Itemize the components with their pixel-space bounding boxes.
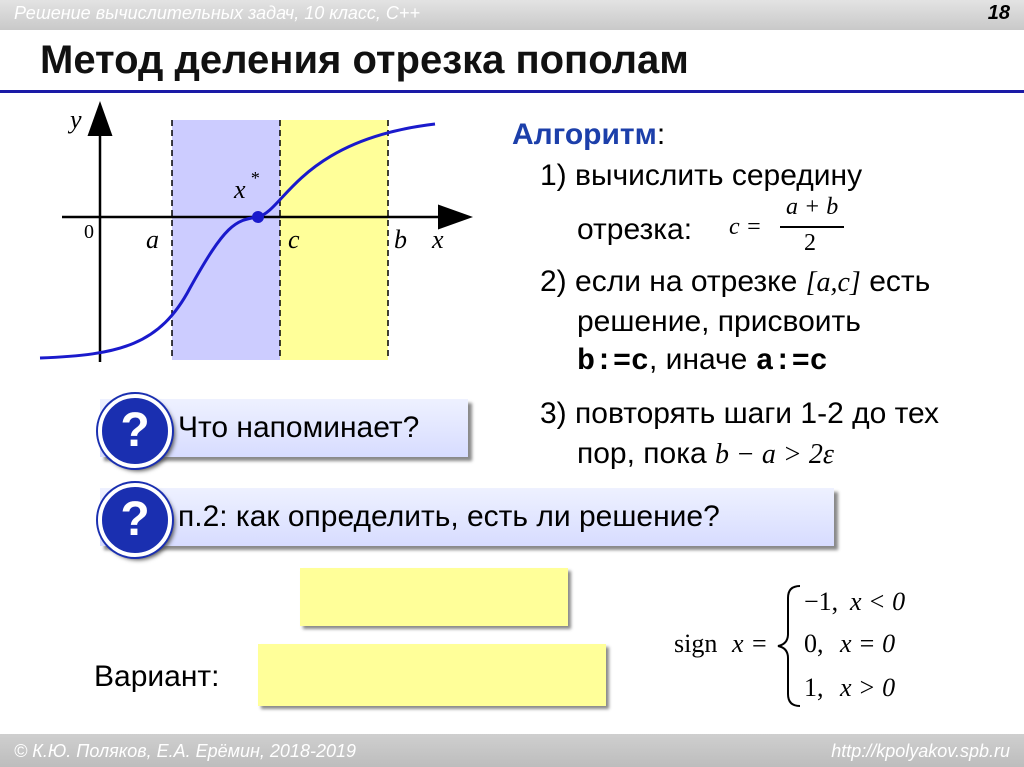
slide-title: Метод деления отрезка пополам [40,38,689,82]
algorithm-heading: Алгоритм: [512,118,666,151]
stop-condition: b − a > 2ε [715,439,834,470]
case-2-value: 0, [804,629,824,658]
x-axis-label: x [432,225,444,254]
b-label: b [394,225,407,254]
c-label: c [288,225,300,254]
a-label: a [146,225,159,254]
question-1-text: Что напоминает? [178,411,420,444]
question-2-text: п.2: как определить, есть ли решение? [178,500,720,533]
formula-lhs: c = [729,214,762,240]
question-2-icon: ? [98,483,172,557]
case-1-value: −1, [804,587,839,616]
case-3-value: 1, [804,673,824,702]
code-a-assign: a:=c [755,345,828,379]
question-2-box [100,488,834,546]
sign-lhs: sign [674,629,718,658]
step-3-line-2: пор, пока b − a > 2ε [577,437,834,470]
step-2-line-2: решение, присвоить [577,305,861,338]
header-bar [0,0,1024,30]
sign-eq: = [752,629,767,658]
bisection-graph [30,100,480,370]
variant-label: Вариант: [94,660,220,693]
sign-formula [672,580,942,715]
step-2-line-3: b:=c, иначе a:=c [577,343,828,379]
step-3-line-1: 3) повторять шаги 1-2 до тех [540,397,940,430]
interval-ac: [a,c] [805,267,861,298]
course-title: Решение вычислительных задач, 10 класс, С++ [14,3,420,23]
footer-bar [0,734,1024,767]
case-3-condition: x > 0 [840,673,896,702]
case-1-condition: x < 0 [850,587,906,616]
root-label: x [234,175,246,204]
answer-box-2 [258,644,606,706]
sign-brace [778,586,800,706]
y-axis-label: y [70,105,82,134]
case-2-condition: x = 0 [840,629,896,658]
left-half-band [172,120,280,360]
page-number: 18 [987,2,1010,24]
fraction-bar [780,226,844,228]
origin-label: 0 [84,221,94,243]
root-point [252,211,264,223]
title-underline [0,90,1024,93]
step-2-line-1: 2) если на отрезке [a,c] есть [540,265,931,298]
formula-denominator: 2 [804,230,816,256]
code-b-assign: b:=c [577,345,650,379]
sign-var: x [732,629,744,658]
step-1-line-2: отрезка: [577,213,693,246]
copyright: © К.Ю. Поляков, Е.А. Ерёмин, 2018-2019 [14,741,356,761]
formula-numerator: a + b [786,194,839,220]
answer-box-1 [300,568,568,626]
question-1-icon: ? [98,394,172,468]
step-1-line-1: 1) вычислить середину [540,159,863,192]
root-superscript: * [250,168,259,188]
site-link[interactable]: http://kpolyakov.spb.ru [831,741,1010,761]
